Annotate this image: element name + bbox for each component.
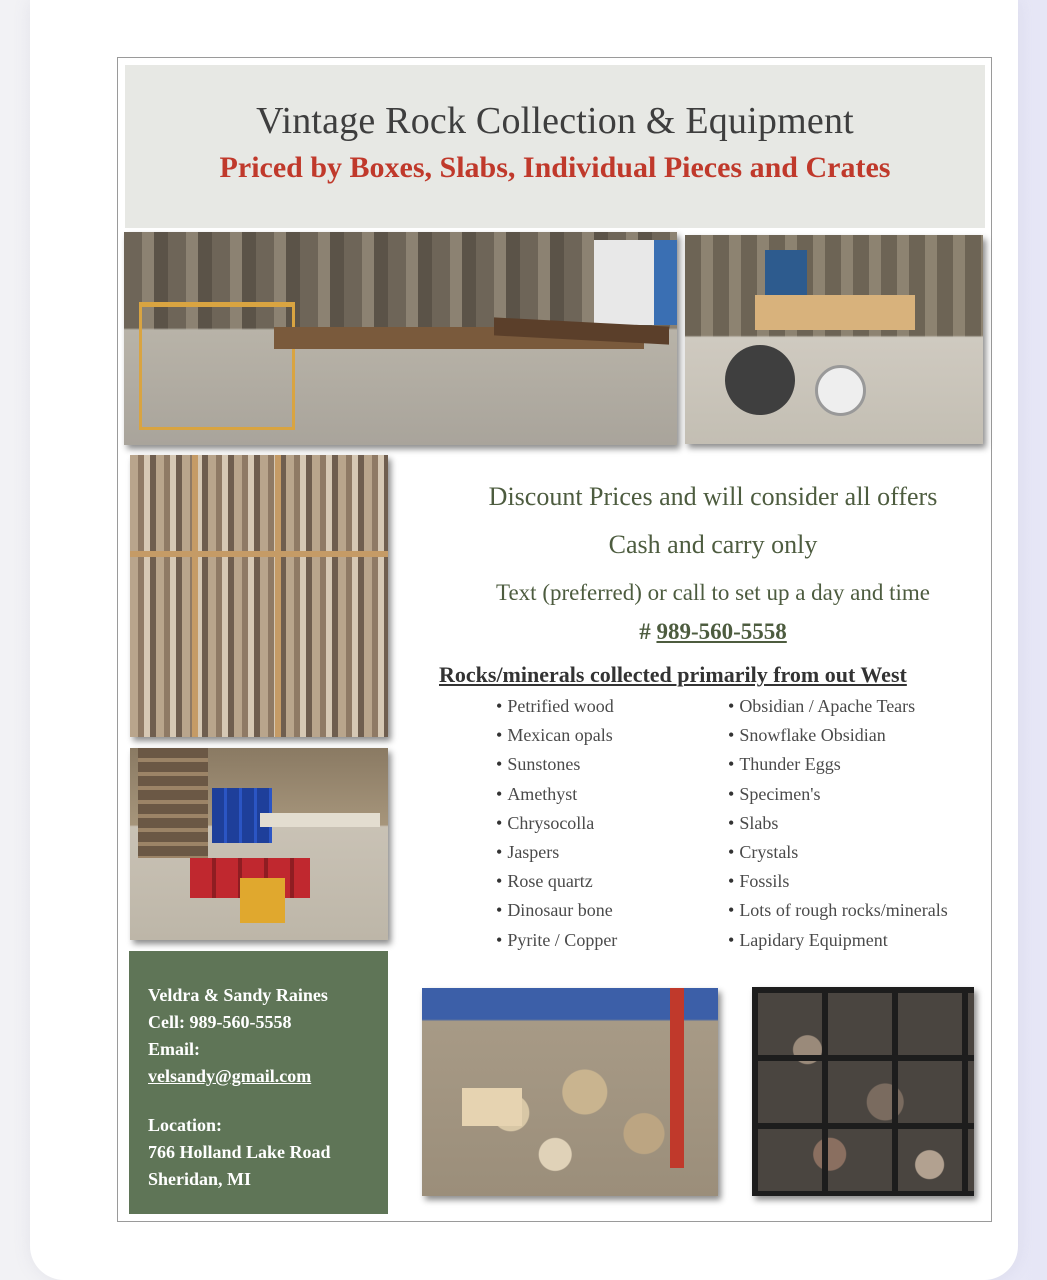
photo-lapidary-equipment [685,235,983,444]
phone-prefix: # [639,619,657,644]
photo-rock-slabs [130,455,388,737]
list-item: • Lots of rough rocks/minerals [728,896,948,925]
photo-shop-tables [124,232,677,445]
location-label: Location: [148,1115,222,1135]
flyer-header [125,65,985,228]
list-item: • Specimen's [728,780,948,809]
discount-text: Discount Prices and will consider all offers [488,482,938,511]
list-item: • Amethyst [496,780,617,809]
minerals-list-right [728,692,948,955]
contact-email-label: Email: [148,1039,200,1059]
address-line-1: 766 Holland Lake Road [148,1142,331,1162]
photo-rough-rocks-table [422,988,718,1196]
address-line-2: Sheridan, MI [148,1169,252,1189]
contact-cell: Cell: 989-560-5558 [148,1012,292,1032]
list-item: • Jaspers [496,838,617,867]
flyer-title: Vintage Rock Collection & Equipment [256,100,854,142]
list-item: • Rose quartz [496,867,617,896]
post-card [30,0,1018,1280]
rocks-heading [408,662,1047,688]
cash-text: Cash and carry only [608,530,818,559]
contact-names: Veldra & Sandy Raines [148,985,328,1005]
phone-line [408,619,1018,645]
photo-rocks-in-crates [752,987,974,1196]
minerals-list-left [496,692,617,955]
list-item: • Mexican opals [496,721,617,750]
list-item: • Chrysocolla [496,809,617,838]
flyer [117,57,992,1222]
list-item: • Snowflake Obsidian [728,721,948,750]
list-item: • Crystals [728,838,948,867]
list-item: • Sunstones [496,750,617,779]
list-item: • Fossils [728,867,948,896]
phone-number-link[interactable]: 989-560-5558 [656,619,787,644]
list-item: • Obsidian / Apache Tears [728,692,948,721]
contact-email-link[interactable]: velsandy@gmail.com [148,1066,312,1086]
list-item: • Dinosaur bone [496,896,617,925]
photo-crates-shelves [130,748,388,940]
flyer-subtitle: Priced by Boxes, Slabs, Individual Pieces and Crates [219,151,891,184]
rocks-heading-text: Rocks/minerals collected primarily from out West [439,662,907,687]
contact-panel [129,951,388,1214]
list-item: • Slabs [728,809,948,838]
list-item: • Petrified wood [496,692,617,721]
list-item: • Pyrite / Copper [496,926,617,955]
list-item: • Lapidary Equipment [728,926,948,955]
contact-method-text: Text (preferred) or call to set up a day and time [496,580,930,605]
list-item: • Thunder Eggs [728,750,948,779]
